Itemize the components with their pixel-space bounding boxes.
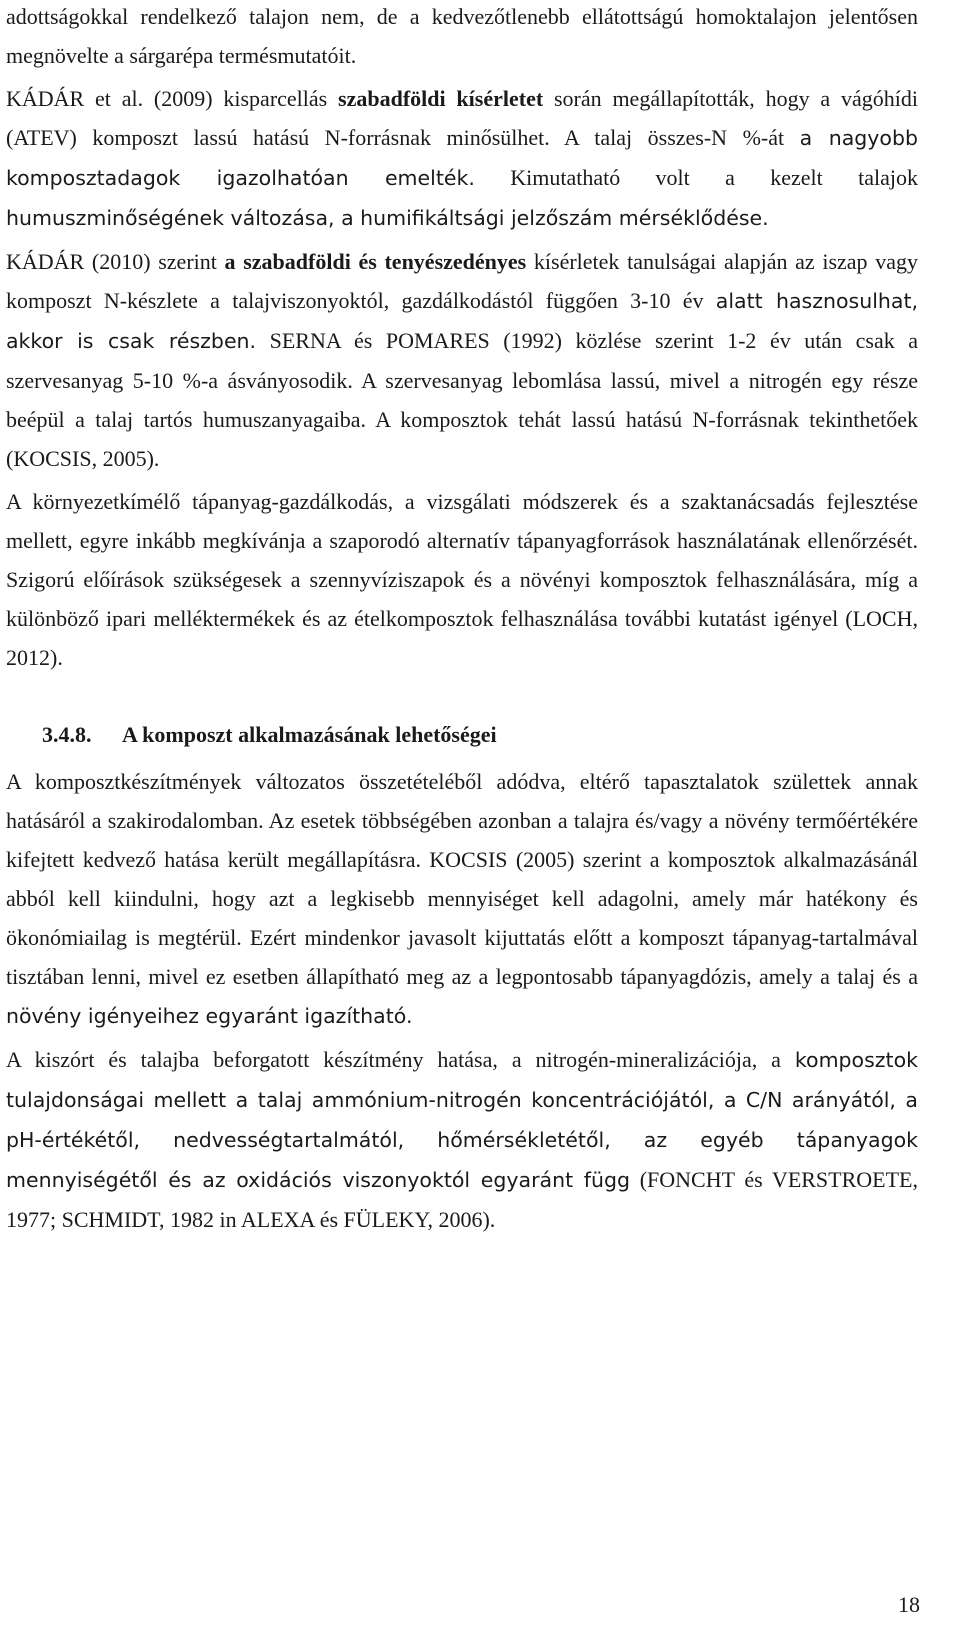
- bold-phrase: a szabadföldi és tenyészedényes: [224, 249, 527, 274]
- paragraph-1: [6, 0, 918, 75]
- paragraph-text: A környezetkímélő tápanyag-gazdálkodás, a vizsgálati módszerek és a szaktanácsadás fejlesztése mellett, egyre inkább megkívánja a szaporodó alternatív tápanyagforrások használatának ellenőrzését. Szigorú előírások szükségesek a szennyvíziszapok és a növényi komposztok felhasználására, míg a különböző ipari melléktermékek és az ételkomposztok felhasználása további kutatást igényel (LOCH, 2012).: [6, 489, 918, 670]
- paragraph-text: adottságokkal rendelkező talajon nem, de a kedvezőtlenebb ellátottságú homoktalajon jelentősen megnövelte a sárgarépa termésmutatóit.: [6, 4, 918, 68]
- paragraph-6: [6, 1040, 918, 1239]
- paragraph-text-sans: növény igényeihez egyaránt igazítható.: [6, 1004, 413, 1028]
- paragraph-text: KÁDÁR et al. (2009) kisparcellás: [6, 86, 339, 111]
- paragraph-text: KÁDÁR (2010) szerint: [6, 249, 225, 274]
- paragraph-text: A kiszórt és talajba beforgatott készítmény hatása, a nitrogén-mineralizációja, a: [6, 1047, 795, 1072]
- paragraph-text: Kimutatható volt a kezelt talajok: [474, 165, 918, 190]
- section-title: A komposzt alkalmazásának lehetőségei: [122, 722, 497, 747]
- section-number: 3.4.8.: [42, 722, 92, 747]
- paragraph-text: (FONCHT és VERSTROETE, 1977; SCHMIDT, 1982 in ALEXA és FÜLEKY, 2006).: [6, 1167, 918, 1232]
- page-number: 18: [898, 1592, 920, 1617]
- section-heading: [6, 715, 918, 754]
- paragraph-text-sans: komposztok tulajdonságai mellett a talaj ammónium-nitrogén koncentrációjától, a C/N arányától, a pH-értékétől, nedvességtartalmától, hőmérsékletétől, az egyéb tápanyagok mennyiségétől és az oxidációs viszonyoktól egyaránt függ: [6, 1048, 918, 1192]
- paragraph-4: [6, 482, 918, 677]
- paragraph-text-sans: alatt hasznosulhat, akkor is csak részben.: [6, 289, 918, 353]
- paragraph-text-sans: a nagyobb komposztadagok igazolhatóan emelték.: [6, 126, 918, 190]
- paragraph-3: [6, 242, 918, 478]
- document-page: [6, 0, 918, 1239]
- paragraph-text-sans: humuszminőségének változása, a humifikáltsági jelzőszám mérséklődése.: [6, 206, 769, 230]
- paragraph-text: SERNA és POMARES (1992) közlése szerint 1-2 év után csak a szervesanyag 5-10 %-a ásványosodik. A szervesanyag lebomlása lassú, mivel a nitrogén egy része beépül a talaj tartós humuszanyagaiba. A komposztok tehát lassú hatású N-forrásnak tekinthetőek (KOCSIS, 2005).: [6, 328, 918, 471]
- paragraph-2: [6, 79, 918, 238]
- paragraph-text: során megállapították, hogy a vágóhídi (ATEV) komposzt lassú hatású N-forrásnak minősülhet. A talaj összes-N %-át: [6, 86, 918, 150]
- bold-phrase: szabadföldi kísérletet: [338, 86, 544, 111]
- paragraph-5: [6, 762, 918, 1036]
- paragraph-text: kísérletek tanulságai alapján az iszap vagy komposzt N-készlete a talajviszonyoktól, gazdálkodástól függően 3-10 év: [6, 249, 918, 313]
- paragraph-text: A komposztkészítmények változatos összetételéből adódva, eltérő tapasztalatok születtek annak hatásáról a szakirodalomban. Az esetek többségében azonban a talajra és/vagy a növény termőértékére kifejtett kedvező hatása került megállapításra. KOCSIS (2005) szerint a komposztok alkalmazásánál abból kell kiindulni, hogy azt a legkisebb mennyiséget kell adagolni, amely már hatékony és ökonómiailag is megtérül. Ezért mindenkor javasolt kijuttatás előtt a komposzt tápanyag-tartalmával tisztában lenni, mivel ez esetben állapítható meg az a legpontosabb tápanyagdózis, amely a talaj és a: [6, 769, 918, 989]
